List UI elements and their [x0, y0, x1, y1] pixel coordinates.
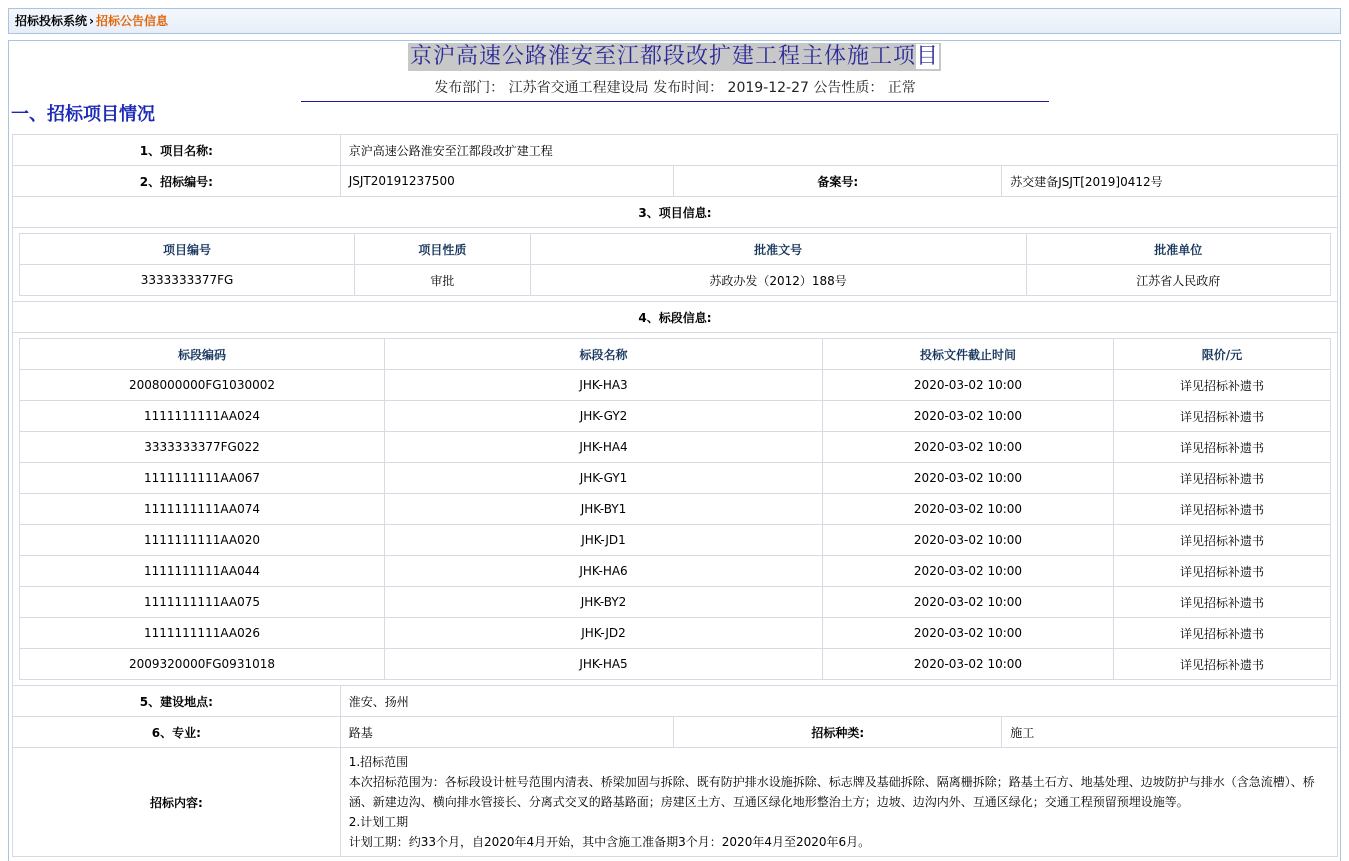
info-header-approval-unit: 批准单位: [1026, 234, 1331, 265]
section-deadline: 2020-03-02 10:00: [823, 525, 1114, 556]
tender-type-value: 施工: [1002, 717, 1338, 748]
tender-content: [340, 748, 1337, 857]
section-header-deadline: 投标文件截止时间: [823, 339, 1114, 370]
section-deadline: 2020-03-02 10:00: [823, 494, 1114, 525]
section-deadline: 2020-03-02 10:00: [823, 401, 1114, 432]
project-info-label: 3、项目信息:: [13, 197, 1338, 228]
section-price: 详见招标补遗书: [1114, 525, 1331, 556]
content-line: 本次招标范围为：各标段设计桩号范围内清表、桥梁加固与拆除、既有防护排水设施拆除、标志牌及基础拆除、隔离栅拆除；路基土石方、地基处理、边坡防护与排水（含急流槽）、桥涵、新建边沟、横向排水管接长、分离式交叉的路基路面；房建区土方、互通区绿化地形整治土方；边坡、边沟内外、互通区绿化；交通工程预留预埋设施等。: [348, 775, 1315, 809]
section-deadline: 2020-03-02 10:00: [823, 587, 1114, 618]
table-row: [20, 587, 1331, 618]
section-code: 2008000000FG1030002: [20, 370, 385, 401]
table-row: [20, 618, 1331, 649]
section-name: JHK-GY1: [385, 463, 823, 494]
section-name: JHK-HA5: [385, 649, 823, 680]
record-number-label: 备案号:: [674, 166, 1002, 197]
content-line: 2.计划工期: [348, 815, 409, 829]
section-name: JHK-JD1: [385, 525, 823, 556]
breadcrumb-system-link[interactable]: 招标投标系统: [15, 14, 88, 28]
notice-title-main: 京沪高速公路淮安至江都段改扩建工程主体施工项: [409, 44, 916, 69]
section-price: 详见招标补遗书: [1114, 618, 1331, 649]
section-name: JHK-HA4: [385, 432, 823, 463]
section-price: 详见招标补遗书: [1114, 587, 1331, 618]
project-info-wrap: [13, 228, 1338, 302]
section-table: [19, 338, 1331, 680]
major-value: 路基: [340, 717, 674, 748]
tender-type-label: 招标种类:: [674, 717, 1002, 748]
notice-meta: 发布部门： 江苏省交通工程建设局 发布时间： 2019-12-27 公告性质： 正常: [301, 77, 1049, 102]
record-number-value: 苏交建备JSJT[2019]0412号: [1002, 166, 1338, 197]
section-header-price: 限价/元: [1114, 339, 1331, 370]
section-deadline: 2020-03-02 10:00: [823, 432, 1114, 463]
section-header-name: 标段名称: [385, 339, 823, 370]
tender-code-value: JSJT20191237500: [340, 166, 674, 197]
info-header-approval-doc: 批准文号: [530, 234, 1026, 265]
section-price: 详见招标补遗书: [1114, 649, 1331, 680]
project-name-value: 京沪高速公路淮安至江都段改扩建工程: [340, 135, 1337, 166]
table-row: [20, 649, 1331, 680]
section-price: 详见招标补遗书: [1114, 556, 1331, 587]
section-name: JHK-BY1: [385, 494, 823, 525]
table-row: [20, 265, 1331, 296]
table-row: [20, 556, 1331, 587]
section-price: 详见招标补遗书: [1114, 432, 1331, 463]
major-label: 6、专业:: [13, 717, 341, 748]
info-nature: 审批: [355, 265, 531, 296]
section-code: 1111111111AA044: [20, 556, 385, 587]
section-code: 1111111111AA026: [20, 618, 385, 649]
content-line: 1.招标范围: [348, 755, 409, 769]
notice-title-wrap: [9, 43, 1340, 71]
section-price: 详见招标补遗书: [1114, 401, 1331, 432]
breadcrumb-chevron-icon: ›: [89, 14, 94, 28]
section-code: 1111111111AA024: [20, 401, 385, 432]
section-code: 1111111111AA020: [20, 525, 385, 556]
section-rows: [20, 370, 1331, 680]
section-name: JHK-HA3: [385, 370, 823, 401]
table-row: [20, 370, 1331, 401]
table-row: [20, 401, 1331, 432]
section-info-wrap: [13, 333, 1338, 686]
location-label: 5、建设地点:: [13, 686, 341, 717]
info-header-code: 项目编号: [20, 234, 355, 265]
section-name: JHK-GY2: [385, 401, 823, 432]
notice-panel: [8, 40, 1341, 861]
table-row: [20, 525, 1331, 556]
section-code: 1111111111AA074: [20, 494, 385, 525]
content-line: 计划工期：约33个月，自2020年4月开始，其中含施工准备期3个月：2020年4月至2020年6月。: [348, 835, 871, 849]
breadcrumb-current: 招标公告信息: [95, 14, 168, 28]
info-approval-unit: 江苏省人民政府: [1026, 265, 1331, 296]
section-code: 1111111111AA067: [20, 463, 385, 494]
tender-code-label: 2、招标编号:: [13, 166, 341, 197]
section-deadline: 2020-03-02 10:00: [823, 370, 1114, 401]
project-info-table: [19, 233, 1331, 296]
project-name-label: 1、项目名称:: [13, 135, 341, 166]
table-row: [20, 463, 1331, 494]
section-info-label: 4、标段信息:: [13, 302, 1338, 333]
notice-title-last: 目: [916, 44, 940, 69]
section-code: 3333333377FG022: [20, 432, 385, 463]
section-deadline: 2020-03-02 10:00: [823, 618, 1114, 649]
section-heading: 一、招标项目情况: [11, 104, 155, 125]
project-table: [12, 134, 1338, 857]
breadcrumb: [8, 8, 1341, 34]
section-code: 1111111111AA075: [20, 587, 385, 618]
section-deadline: 2020-03-02 10:00: [823, 556, 1114, 587]
section-name: JHK-BY2: [385, 587, 823, 618]
section-name: JHK-JD2: [385, 618, 823, 649]
section-name: JHK-HA6: [385, 556, 823, 587]
info-approval-doc: 苏政办发（2012）188号: [530, 265, 1026, 296]
info-header-nature: 项目性质: [355, 234, 531, 265]
info-code: 3333333377FG: [20, 265, 355, 296]
section-price: 详见招标补遗书: [1114, 463, 1331, 494]
table-row: [20, 494, 1331, 525]
notice-title: [408, 43, 941, 71]
section-code: 2009320000FG0931018: [20, 649, 385, 680]
tender-content-label: 招标内容:: [13, 748, 341, 857]
section-header-code: 标段编码: [20, 339, 385, 370]
section-price: 详见招标补遗书: [1114, 370, 1331, 401]
section-price: 详见招标补遗书: [1114, 494, 1331, 525]
location-value: 淮安、扬州: [340, 686, 1337, 717]
table-row: [20, 432, 1331, 463]
section-deadline: 2020-03-02 10:00: [823, 463, 1114, 494]
section-deadline: 2020-03-02 10:00: [823, 649, 1114, 680]
